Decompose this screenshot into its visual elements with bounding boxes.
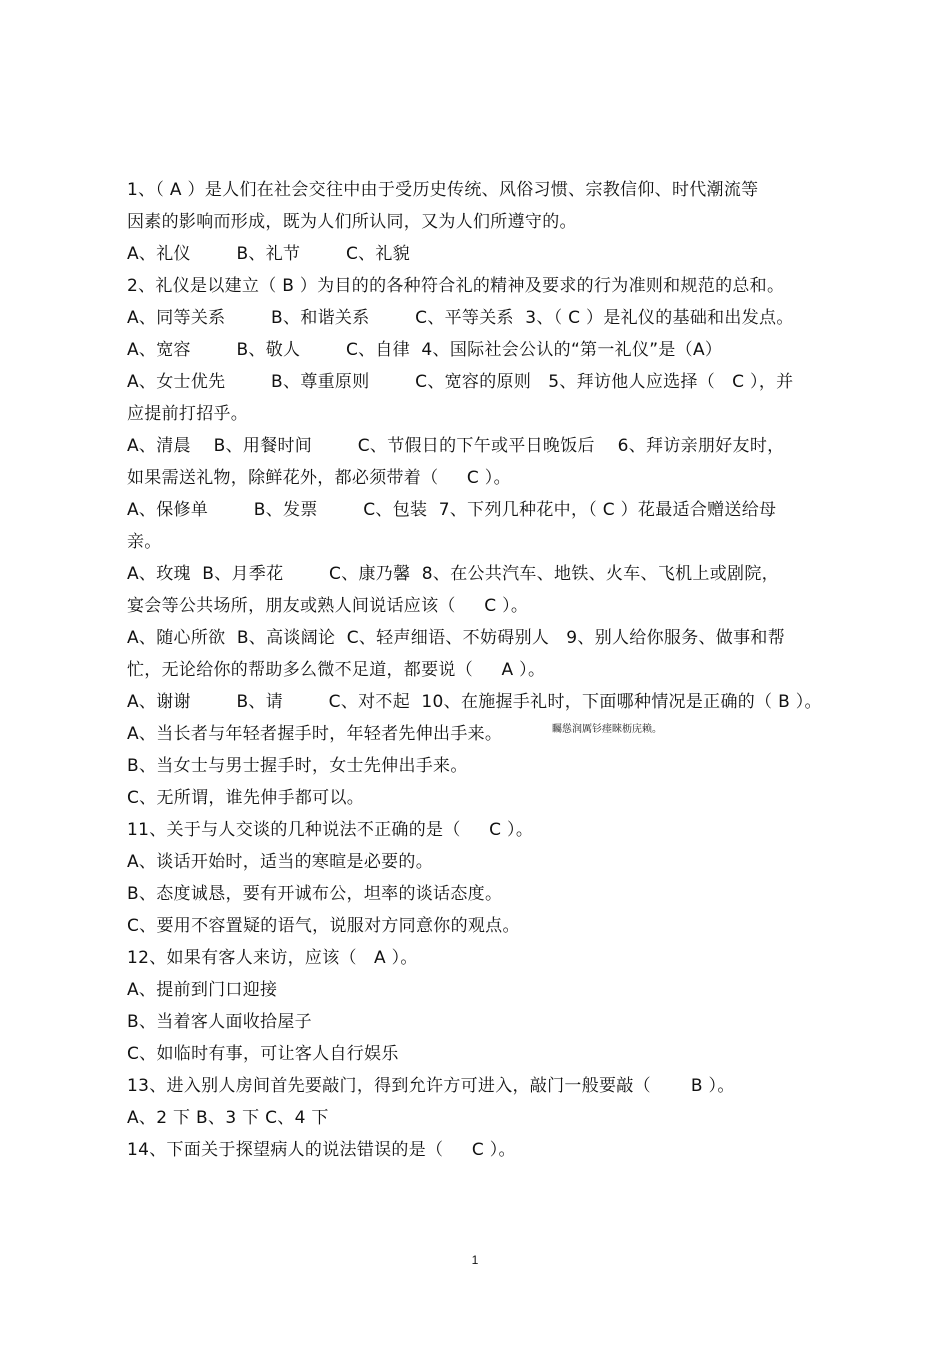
q14-line: 14、下面关于探望病人的说法错误的是（ C ）。 [127,1140,516,1160]
q9-line-2: 忙，无论给你的帮助多么微不足道，都要说（ A ）。 [127,660,546,680]
q12-option-b: B、当着客人面收拾屋子 [127,1012,312,1032]
q13-line: 13、进入别人房间首先要敲门，得到允许方可进入，敲门一般要敲（ B ）。 [127,1076,735,1096]
q8-line-2: 宴会等公共场所，朋友或熟人间说话应该（ C ）。 [127,596,529,616]
q10-option-a: A、当长者与年轻者握手时，年轻者先伸出手来。 [127,724,503,744]
q1-line-1: 1、（ A ）是人们在社会交往中由于受历史传统、风俗习惯、宗教信仰、时代潮流等 [127,180,759,200]
q13-options: A、2 下 B、3 下 C、4 下 [127,1108,329,1128]
q4-options-q5: A、女士优先 B、尊重原则 C、宽容的原则 5、拜访他人应选择（ C ），并 [127,372,794,392]
q1-line-2: 因素的影响而形成，既为人们所认同，又为人们所遵守的。 [127,212,577,232]
q12-option-a: A、提前到门口迎接 [127,980,278,1000]
q11-line: 11、关于与人交谈的几种说法不正确的是（ C ）。 [127,820,534,840]
q12-line: 12、如果有客人来访，应该（ A ）。 [127,948,418,968]
q10-option-c: C、无所谓，谁先伸手都可以。 [127,788,365,808]
q9-options-q10: A、谢谢 B、请 C、对不起 10、在施握手礼时，下面哪种情况是正确的（ B ）。 [127,692,822,712]
q2-line: 2、礼仪是以建立（ B ）为目的的各种符合礼的精神及要求的行为准则和规范的总和。 [127,276,785,296]
q11-option-b: B、态度诚恳，要有开诚布公，坦率的谈话态度。 [127,884,503,904]
q6-line-2: 如果需送礼物，除鲜花外，都必须带着（ C ）。 [127,468,511,488]
q3-options-q4: A、宽容 B、敬人 C、自律 4、国际社会公认的“第一礼仪”是（A） [127,340,723,360]
q7-options-q8: A、玫瑰 B、月季花 C、康乃馨 8、在公共汽车、地铁、火车、飞机上或剧院， [127,564,779,584]
watermark-text: 矚慫润厲钐瘗睞枥庑赖。 [552,724,662,735]
page-number: 1 [471,1253,479,1267]
q8-options-q9: A、随心所欲 B、高谈阔论 C、轻声细语、不妨碍别人 9、别人给你服务、做事和帮 [127,628,786,648]
q5-options-q6: A、清晨 B、用餐时间 C、节假日的下午或平日晚饭后 6、拜访亲朋好友时， [127,436,785,456]
q11-option-a: A、谈话开始时，适当的寒暄是必要的。 [127,852,434,872]
q7-line-2: 亲。 [127,532,162,552]
q12-option-c: C、如临时有事，可让客人自行娱乐 [127,1044,399,1064]
q2-options-q3: A、同等关系 B、和谐关系 C、平等关系 3、（ C ）是礼仪的基础和出发点。 [127,308,794,328]
q6-options-q7: A、保修单 B、发票 C、包装 7、下列几种花中，（ C ）花最适合赠送给母 [127,500,777,520]
q1-options: A、礼仪 B、礼节 C、礼貌 [127,244,411,264]
q10-option-b: B、当女士与男士握手时，女士先伸出手来。 [127,756,468,776]
q5-line-2: 应提前打招乎。 [127,404,249,424]
q11-option-c: C、要用不容置疑的语气，说服对方同意你的观点。 [127,916,520,936]
